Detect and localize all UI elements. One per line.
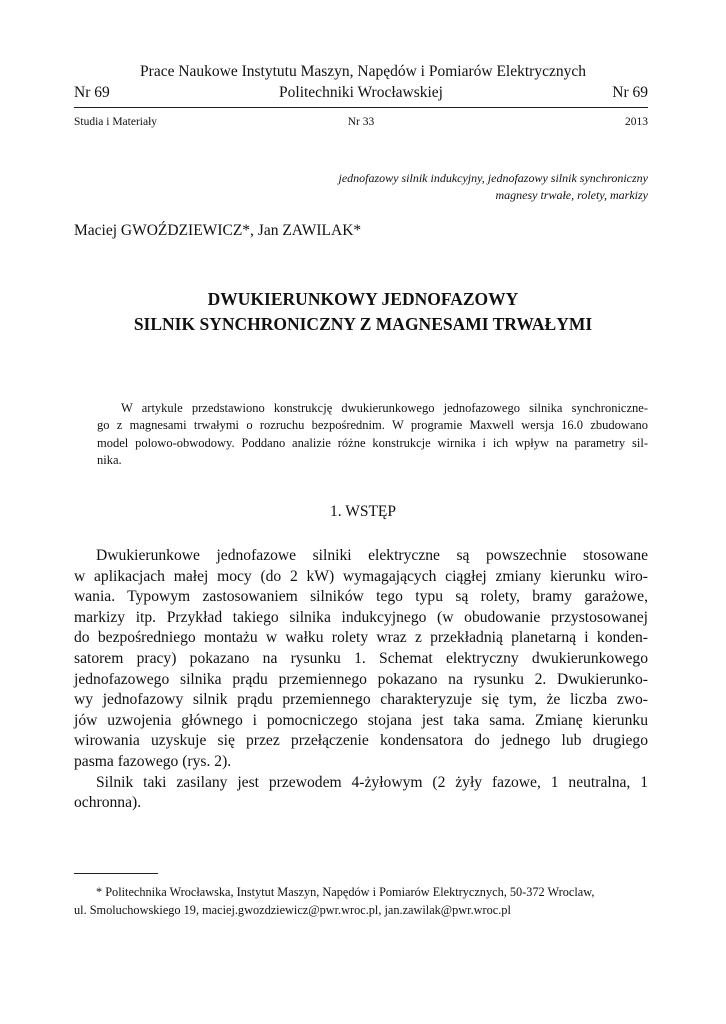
abstract-line: nika. xyxy=(97,452,122,467)
body-line: Silnik taki zasilany jest przewodem 4-żyłowym (2 żyły fazowe, 1 neutralna, 1 xyxy=(96,773,648,791)
body-line: do bezpośredniego montażu w wałku rolety wraz z przekładnią planetarną i konden- xyxy=(74,629,648,647)
body-line: pasma fazowego (rys. 2). xyxy=(74,752,232,770)
abstract-line: model polowo-obwodowy. Poddano analizie różne konstrukcje wirnika i ich wpływ na parametry sil- xyxy=(97,435,648,450)
abstract-line: go z magnesami trwałymi o rozruchu bezpośrednim. W programie Maxwell wersja 16.0 zbudowano xyxy=(97,418,648,433)
issue-number-left: Nr 69 xyxy=(74,84,110,101)
authors: Maciej GWOŹDZIEWICZ*, Jan ZAWILAK* xyxy=(74,222,362,239)
paper-title-line: SILNIK SYNCHRONICZNY Z MAGNESAMI TRWAŁYMI xyxy=(133,314,593,334)
body-line: wy jednofazowy silnik prądu przemiennego charakteryzuje się tym, że liczba zwo- xyxy=(74,691,648,709)
body-line: satorem pracy) pokazano na rysunku 1. Schemat elektryczny dwukierunkowego xyxy=(74,649,648,667)
journal-title-line1: Prace Naukowe Instytutu Maszyn, Napędów i Pomiarów Elektrycznych xyxy=(140,63,586,80)
keywords xyxy=(148,170,648,204)
body-line: Dwukierunkowe jednofazowe silniki elektryczne są powszechnie stosowane xyxy=(96,547,648,564)
series-number: Nr 33 xyxy=(347,116,375,128)
body-line: markizy itp. Przykład takiego silnika indukcyjnego (w obudowanie przystosowanej xyxy=(74,608,648,626)
issue-number-right: Nr 69 xyxy=(612,84,648,101)
body-line: wania. Typowym zastosowaniem silników tego typu są rolety, bramy garażowe, xyxy=(74,588,648,606)
body-line: ochronna). xyxy=(74,794,142,812)
body-text xyxy=(74,546,648,814)
publication-year: 2013 xyxy=(625,116,648,128)
journal-title-line2: Politechniki Wrocławskiej xyxy=(279,84,443,101)
section-heading: 1. WSTĘP xyxy=(329,503,397,520)
abstract xyxy=(97,400,648,469)
series-name: Studia i Materiały xyxy=(74,116,158,128)
body-line: jów uzwojenia głównego i pomocniczego stojana jest taka sama. Zmianę kierunku xyxy=(74,711,648,729)
body-line: w aplikacjach małej mocy (do 2 kW) wymagających ciągłej zmiany kierunku wiro- xyxy=(74,567,648,585)
body-line: jednofazowego silnika prądu przemiennego pokazano na rysunku 2. Dwukierunko- xyxy=(74,670,648,688)
body-line: wirowania uzyskuje się przez przełączenie kondensatora do jednego lub drugiego xyxy=(74,732,648,750)
header-divider xyxy=(74,107,648,108)
paper-title xyxy=(0,287,726,337)
keywords-line: magnesy trwałe, rolety, markizy xyxy=(495,188,648,202)
keywords-line: jednofazowy silnik indukcyjny, jednofazowy silnik synchroniczny xyxy=(338,171,648,185)
footnote xyxy=(74,883,648,919)
paper-title-line: DWUKIERUNKOWY JEDNOFAZOWY xyxy=(207,289,519,309)
footnote-line: ul. Smoluchowskiego 19, maciej.gwozdziewicz@pwr.wroc.pl, jan.zawilak@pwr.wroc.pl xyxy=(74,903,511,917)
footnote-divider xyxy=(74,873,158,874)
abstract-line: W artykule przedstawiono konstrukcję dwukierunkowego jednofazowego silnika synchroniczne- xyxy=(121,401,648,415)
footnote-line: * Politechnika Wrocławska, Instytut Maszyn, Napędów i Pomiarów Elektrycznych, 50-372 Wroclaw, xyxy=(96,885,595,899)
